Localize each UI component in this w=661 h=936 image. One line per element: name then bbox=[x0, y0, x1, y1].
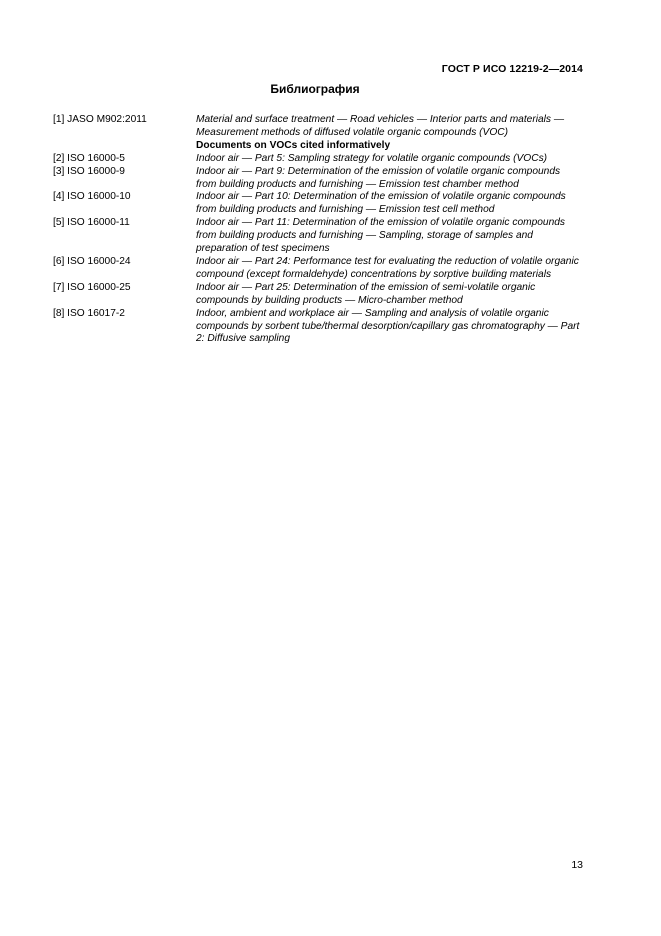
bibliography-entry bbox=[53, 191, 583, 217]
section-subheading: Documents on VOCs cited informatively bbox=[196, 139, 391, 151]
entry-description: Indoor, ambient and workplace air — Sampling and analysis of volatile organic compounds by sorbent tube/thermal desorption/capillary gas chromatography — Part 2: Diffusive sampling bbox=[196, 307, 580, 345]
entry-reference: [4] ISO 16000-10 bbox=[53, 191, 131, 203]
entry-description: Indoor air — Part 9: Determination of the emission of volatile organic compounds from building products and furnishing — Emission test chamber method bbox=[196, 165, 561, 190]
entry-reference: [8] ISO 16017-2 bbox=[53, 307, 125, 319]
entry-description: Indoor air — Part 5: Sampling strategy for volatile organic compounds (VOCs) bbox=[196, 152, 548, 164]
bibliography-entry bbox=[53, 153, 583, 166]
bibliography-entry bbox=[53, 308, 583, 347]
page-title: Библиография bbox=[270, 82, 360, 96]
bibliography-entry bbox=[53, 217, 583, 256]
entry-description: Indoor air — Part 11: Determination of the emission of volatile organic compounds from building products and furnishing — Sampling, storage of samples and preparation of test specimens bbox=[196, 217, 566, 255]
entry-reference: [6] ISO 16000-24 bbox=[53, 255, 131, 267]
entry-reference: [7] ISO 16000-25 bbox=[53, 281, 131, 293]
entry-reference: [5] ISO 16000-11 bbox=[53, 217, 130, 229]
bibliography-entry bbox=[53, 166, 583, 192]
entry-reference: [2] ISO 16000-5 bbox=[53, 152, 125, 164]
entry-description: Indoor air — Part 24: Performance test for evaluating the reduction of volatile organic compound (except formaldehyde) concentrations by sorptive building materials bbox=[196, 255, 579, 280]
entry-description: Indoor air — Part 25: Determination of the emission of semi-volatile organic compounds by building products — Micro-chamber method bbox=[196, 281, 536, 306]
bibliography-entry bbox=[53, 256, 583, 282]
entry-reference: [3] ISO 16000-9 bbox=[53, 165, 125, 177]
entry-description: Material and surface treatment — Road vehicles — Interior parts and materials — Measurement methods of diffused volatile organic compounds (VOC) bbox=[196, 114, 565, 138]
entry-description: Indoor air — Part 10: Determination of the emission of volatile organic compounds from building products and furnishing — Emission test cell method bbox=[196, 191, 566, 216]
bibliography-entry bbox=[53, 282, 583, 308]
page-number: 13 bbox=[571, 859, 583, 871]
document-code: ГОСТ Р ИСО 12219-2—2014 bbox=[441, 63, 583, 75]
entry-reference: [1] JASO M902:2011 bbox=[53, 114, 147, 125]
bibliography-list bbox=[53, 114, 583, 346]
bibliography-entry bbox=[53, 114, 583, 140]
